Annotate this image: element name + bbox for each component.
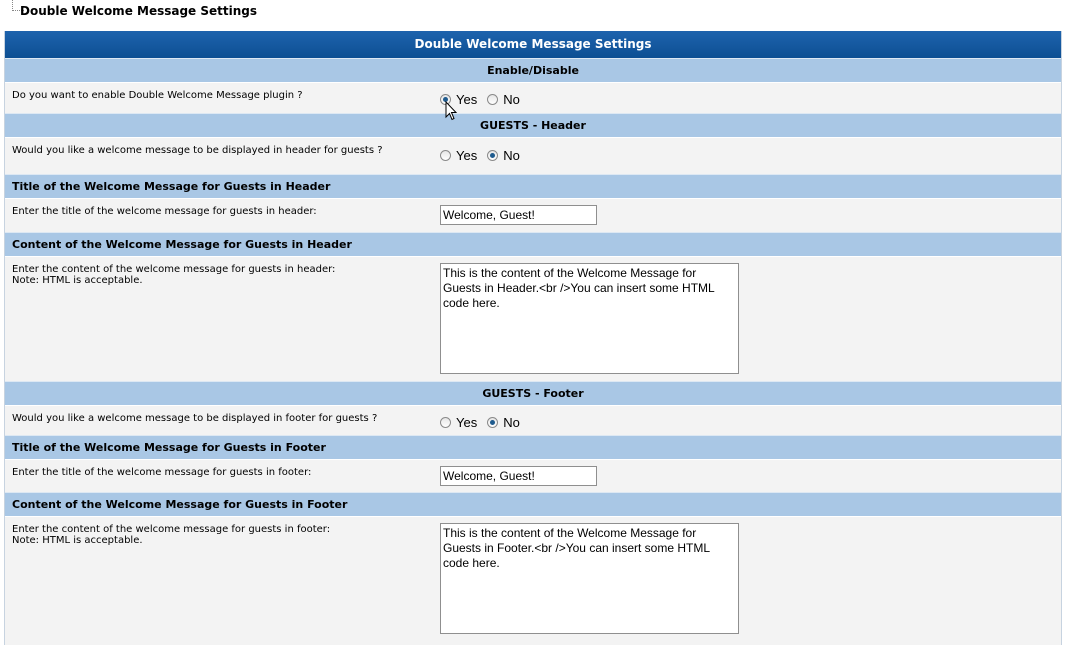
enable-plugin-yes-label[interactable]: Yes <box>456 92 478 107</box>
header-content-textarea[interactable]: This is the content of the Welcome Message for Guests in Header.<br />You can insert some HTML code here. <box>440 263 739 374</box>
footer-enable-yes-label[interactable]: Yes <box>456 415 478 430</box>
footer-enable-radio-group <box>440 415 530 430</box>
header-enable-yes-label[interactable]: Yes <box>456 148 478 163</box>
footer-title-label: Enter the title of the welcome message for guests in footer: <box>12 467 312 478</box>
header-enable-label: Would you like a welcome message to be displayed in header for guests ? <box>12 145 383 156</box>
section-guests-header: GUESTS - Header <box>5 113 1061 137</box>
row-header-content <box>5 256 1061 381</box>
footer-enable-label: Would you like a welcome message to be displayed in footer for guests ? <box>12 413 378 424</box>
header-content-label-block <box>12 264 432 286</box>
header-title-input[interactable]: Welcome, Guest! <box>440 205 597 225</box>
mouse-cursor-icon <box>445 101 459 123</box>
section-title-footer: Title of the Welcome Message for Guests in Footer <box>5 435 1061 459</box>
enable-plugin-no-label[interactable]: No <box>503 92 520 107</box>
header-content-label: Enter the content of the welcome message for guests in header: <box>12 264 336 275</box>
header-title-label: Enter the title of the welcome message for guests in header: <box>12 206 317 217</box>
section-content-footer: Content of the Welcome Message for Guests in Footer <box>5 492 1061 516</box>
enable-plugin-no-radio[interactable] <box>487 94 498 105</box>
header-enable-no-radio[interactable] <box>487 150 498 161</box>
section-guests-footer: GUESTS - Footer <box>5 381 1061 405</box>
panel-header: Double Welcome Message Settings <box>5 31 1061 58</box>
settings-panel <box>4 31 1062 645</box>
footer-content-label-block <box>12 524 432 546</box>
row-header-title <box>5 198 1061 232</box>
footer-content-note: Note: HTML is acceptable. <box>12 535 143 546</box>
footer-title-input[interactable]: Welcome, Guest! <box>440 466 597 486</box>
footer-enable-no-label[interactable]: No <box>503 415 520 430</box>
header-content-note: Note: HTML is acceptable. <box>12 275 143 286</box>
footer-enable-yes-radio[interactable] <box>440 417 451 428</box>
row-enable-plugin <box>5 82 1061 113</box>
enable-plugin-label: Do you want to enable Double Welcome Message plugin ? <box>12 90 303 101</box>
section-enable-disable: Enable/Disable <box>5 58 1061 82</box>
row-footer-content <box>5 516 1061 645</box>
footer-content-textarea[interactable]: This is the content of the Welcome Message for Guests in Footer.<br />You can insert some HTML code here. <box>440 523 739 634</box>
footer-enable-no-radio[interactable] <box>487 417 498 428</box>
page-title: Double Welcome Message Settings <box>20 4 258 18</box>
row-footer-enable <box>5 405 1061 435</box>
row-header-enable <box>5 137 1061 174</box>
row-footer-title <box>5 459 1061 492</box>
header-enable-no-label[interactable]: No <box>503 148 520 163</box>
header-enable-radio-group <box>440 148 530 163</box>
section-title-header: Title of the Welcome Message for Guests in Header <box>5 174 1061 198</box>
section-content-header: Content of the Welcome Message for Guests in Header <box>5 232 1061 256</box>
header-enable-yes-radio[interactable] <box>440 150 451 161</box>
breadcrumb <box>6 0 406 24</box>
footer-content-label: Enter the content of the welcome message for guests in footer: <box>12 524 331 535</box>
